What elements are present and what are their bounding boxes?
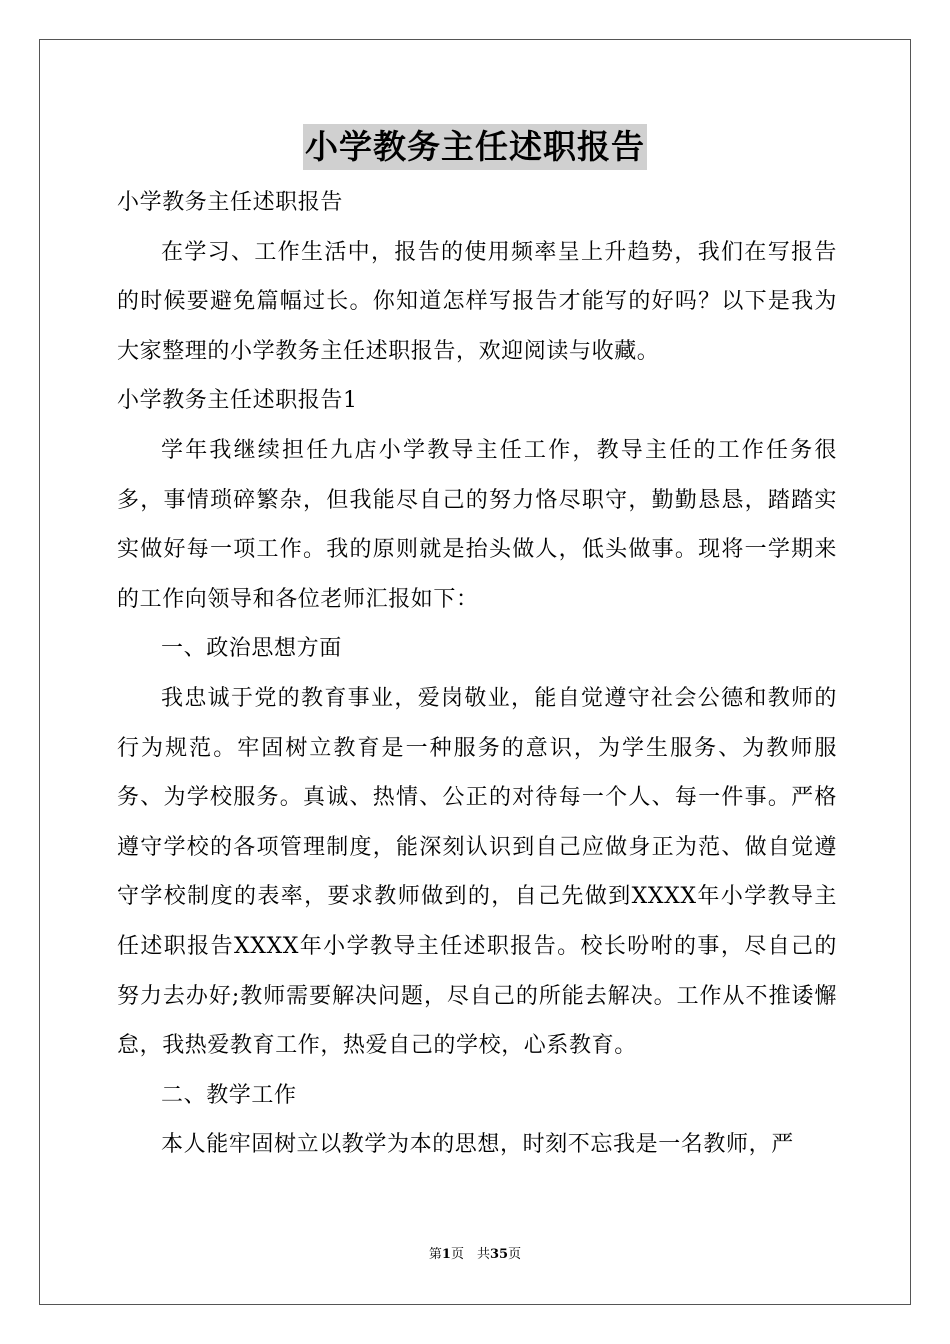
section-heading: 二、教学工作 <box>161 1082 297 1108</box>
page-prefix: 第 <box>428 1247 442 1262</box>
page-total: 35 <box>489 1247 509 1262</box>
page-current: 1 <box>441 1247 451 1262</box>
paragraph: 本人能牢固树立以教学为本的思想，时刻不忘我是一名教师，严 <box>161 1132 794 1158</box>
paragraph: 小学教务主任述职报告 <box>117 190 344 215</box>
paragraph: 学年我继续担任九店小学教导主任工作，教导主任的工作任务很多，事情琐碎繁杂，但我能尽自己的努力恪尽职守，勤勤恳恳，踏踏实实做好每一项工作。我的原则就是抬头做人，低头做事。现将一学期来的工作向领导和各位老师汇报如下： <box>117 437 837 612</box>
section-heading: 一、政治思想方面 <box>161 636 342 662</box>
page-footer <box>0 1246 950 1264</box>
paragraph: 在学习、工作生活中，报告的使用频率呈上升趋势，我们在写报告的时候要避免篇幅过长。你知道怎样写报告才能写的好吗？以下是我为大家整理的小学教务主任述职报告，欢迎阅读与收藏。 <box>117 239 837 364</box>
paragraph: 我忠诚于党的教育事业，爱岗敬业，能自觉遵守社会公德和教师的行为规范。牢固树立教育是一种服务的意识，为学生服务、为教师服务、为学校服务。真诚、热情、公正的对待每一个人、每一件事。严格遵守学校的各项管理制度，能深刻认识到自己应做身正为范、做自觉遵守学校制度的表率，要求教师做到的，自己先做到XXXX年小学教导主任述职报告XXXX年小学教导主任述职报告。校长吩咐的事，尽自己的努力去办好;教师需要解决问题，尽自己的所能去解决。工作从不推诿懈怠，我热爱教育工作，热爱自己的学校，心系教育。 <box>117 685 837 1059</box>
title-container <box>0 124 950 170</box>
page-mid: 页 共 <box>450 1247 490 1262</box>
paragraph: 小学教务主任述职报告1 <box>117 388 358 414</box>
document-body <box>117 178 837 1170</box>
page-suffix: 页 <box>508 1247 522 1262</box>
document-title: 小学教务主任述职报告 <box>303 124 647 170</box>
